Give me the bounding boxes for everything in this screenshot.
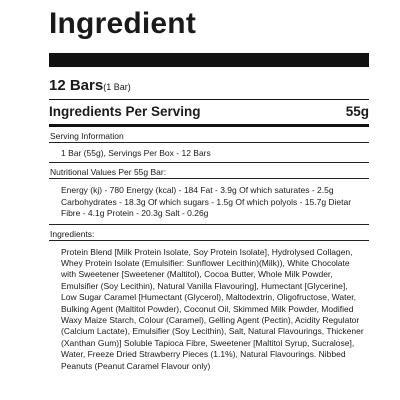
ingredients-label: Ingredients: — [50, 228, 95, 239]
bars-count-line — [49, 77, 369, 96]
divider-rule — [49, 178, 369, 179]
bars-sub-label: (1 Bar) — [103, 82, 131, 92]
ingredients-text: Protein Blend [Milk Protein Isolate, Soy Protein Isolate], Hydrolysed Collagen, Whey Protein Isolate (Emulsifier: Sunflower Lecithin)(Milk)), White Chocolate with Sweetener [Sweetener (Maltitol), Cocoa Butter, Whole Milk Powder, Emulsifier (Soy Lecithin), Natural Vanilla Flavouring], Humectant [Glycerine], Low Sugar Caramel [Humectant (Glycerol), Maltodextrin, Oligofructose, Water, Bulking Agent (Maltitol Powder), Coconut Oil, Skimmed Milk Powder, Modified Waxy Maize Starch, Colour (Caramel), Gelling Agent (Pectin), Acidity Regulator (Calcium Lactate), Emulsifier (Soy Lecithin), Salt, Natural Flavourings, Thickener (Xanthan Gum)] Soluble Tapioca Fibre, Sweetener [Maltitol Syrup, Sucralose], Water, Freeze Dried Strawberry Pieces (1.1%), Natural Flavourings. Nibbed Peanuts (Peanut Caramel Flavour only) — [61, 246, 364, 371]
ingredient-panel — [0, 6, 400, 400]
divider-rule — [49, 142, 369, 143]
thick-divider-rule — [49, 124, 369, 127]
divider-rule — [49, 162, 369, 163]
nutritional-values-text: Energy (kj) - 780 Energy (kcal) - 184 Fat - 3.9g Of which saturates - 2.5g Carbohydrates - 18.3g Of which sugars - 1.5g Of which polyols - 15.7g Dietar Fibre - 4.1g Protein - 20.3g Salt - 0.26g — [61, 185, 352, 219]
nutritional-values-label: Nutritional Values Per 55g Bar: — [50, 167, 167, 178]
page-title: Ingredient — [49, 7, 197, 40]
bars-count-label: 12 Bars — [49, 77, 104, 94]
serving-information-text: 1 Bar (55g), Servings Per Box - 12 Bars — [61, 148, 211, 158]
header-divider-bar — [49, 53, 369, 67]
serving-information-label: Serving Information — [50, 131, 124, 141]
serving-label: Ingredients Per Serving — [49, 104, 201, 119]
serving-row — [49, 103, 369, 121]
divider-rule — [49, 240, 369, 241]
divider-rule — [49, 99, 369, 100]
serving-value: 55g — [345, 104, 369, 119]
divider-rule — [49, 224, 369, 225]
